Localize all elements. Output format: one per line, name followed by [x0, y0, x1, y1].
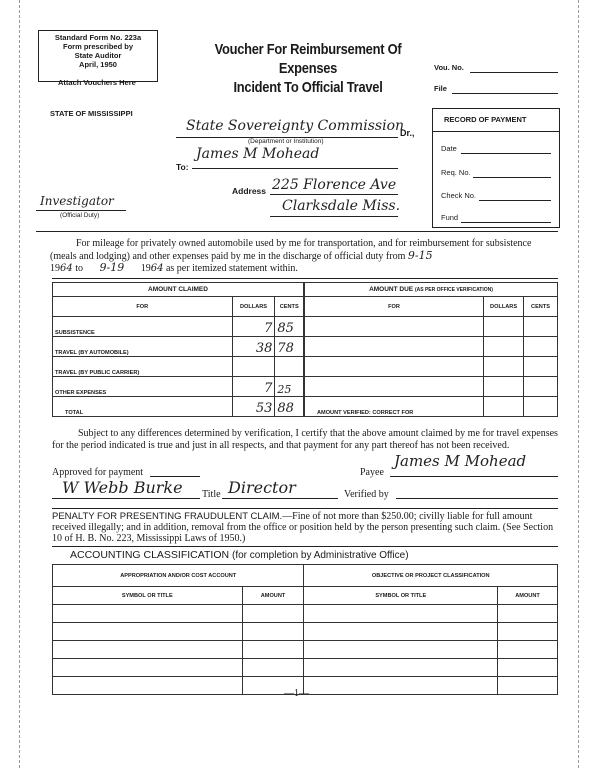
form-id-box — [38, 30, 158, 82]
official-duty-line[interactable] — [36, 210, 126, 211]
accounting-rule — [52, 546, 558, 547]
address-line2-rule[interactable] — [270, 216, 398, 217]
amount-claimed-table — [52, 282, 304, 417]
acct-cell[interactable] — [53, 623, 243, 641]
acct-cell[interactable] — [53, 605, 243, 623]
verified-by-label: Verified by — [344, 489, 389, 500]
to-line[interactable] — [192, 168, 398, 169]
acct-cell[interactable] — [498, 623, 558, 641]
left-margin-rule — [19, 0, 20, 768]
claimed-cents-cell[interactable] — [275, 357, 304, 377]
accounting-title: ACCOUNTING CLASSIFICATION — [70, 549, 230, 561]
acct-cell[interactable] — [498, 605, 558, 623]
claimed-dollars-value: 7 — [264, 321, 273, 336]
title-line[interactable] — [222, 498, 338, 499]
claimed-total-label: TOTAL — [53, 397, 233, 417]
claimed-total-dollars: 53 — [255, 401, 273, 416]
amount-due-table — [304, 282, 558, 417]
due-cents-cell[interactable] — [524, 337, 558, 357]
official-duty-value: Investigator — [40, 194, 114, 208]
amount-due-note: (AS PER OFFICE VERIFICATION) — [414, 287, 493, 293]
to-date-value: 9-19 — [99, 261, 125, 274]
appropriation-header: APPROPRIATION AND/OR COST ACCOUNT — [53, 565, 304, 587]
claimed-dollars-value: 7 — [264, 381, 273, 396]
claimed-row-label: TRAVEL (BY AUTOMOBILE) — [53, 337, 233, 357]
due-dollars-cell[interactable] — [484, 377, 524, 397]
acct-cell[interactable] — [304, 623, 498, 641]
claimed-cents-value: 25 — [277, 383, 292, 396]
right-margin-rule — [578, 0, 579, 768]
accounting-row — [53, 605, 558, 623]
due-for-cell[interactable] — [305, 337, 484, 357]
form-id-line4: April, 1950 — [79, 60, 117, 69]
form-id-line1: Standard Form No. 223a — [54, 33, 142, 42]
accounting-row — [53, 659, 558, 677]
claimed-cents-cell[interactable] — [275, 337, 304, 357]
to-value: James M Mohead — [196, 146, 320, 162]
state-label: STATE OF MISSISSIPPI — [50, 109, 133, 118]
due-cents-cell[interactable] — [524, 397, 558, 417]
claimed-row-other — [53, 377, 304, 397]
to-label: To: — [176, 162, 189, 172]
year2-value: 64 — [150, 263, 164, 274]
statement-paragraph — [50, 238, 560, 262]
amount-section-rule — [52, 278, 558, 279]
amount-verified-text: AMOUNT VERIFIED: CORRECT FOR — [305, 397, 484, 417]
acct-cell[interactable] — [498, 659, 558, 677]
payee-line[interactable] — [390, 476, 558, 477]
penalty-heading: PENALTY FOR PRESENTING FRAUDULENT CLAIM. — [52, 511, 283, 522]
claimed-dollars-value: 38 — [255, 341, 273, 356]
year-prefix2: 19 — [140, 263, 151, 274]
left-amount-header: AMOUNT — [242, 587, 304, 605]
right-amount-header: AMOUNT — [498, 587, 558, 605]
page-number: —1— — [284, 688, 309, 699]
approved-label: Approved for payment — [52, 467, 144, 478]
check-no-label: Check No. — [441, 191, 477, 200]
from-date-value: 9-15 — [407, 248, 433, 262]
penalty-body: —Fine of not more than $250.00; civilly liable for full amount received illegally; and in addition, removal from the office or position held by the person presenting such claim. (See Section 10 of H. B. No. 223, Mississippi Laws of 1950.) — [52, 511, 554, 544]
claimed-row-label: OTHER EXPENSES — [53, 377, 233, 397]
year1-value: 64 — [60, 263, 73, 274]
certification-text: Subject to any differences determined by verification, I certify that the above amount claimed by me for travel expenses for the period indicated is true and just in all respects, and that payment for any part thereof has not been received. — [52, 428, 558, 451]
department-value: State Sovereignty Commission — [186, 118, 405, 134]
claimed-col-cents: CENTS — [275, 297, 304, 317]
acct-cell[interactable] — [304, 641, 498, 659]
acct-cell[interactable] — [304, 659, 498, 677]
amount-due-header — [305, 283, 558, 297]
claimed-col-dollars: DOLLARS — [232, 297, 275, 317]
official-duty-caption: (Official Duty) — [60, 212, 100, 219]
accounting-row — [53, 641, 558, 659]
acct-cell[interactable] — [242, 623, 304, 641]
accounting-note: (for completion by Administrative Office) — [232, 550, 409, 561]
claimed-cents-value: 85 — [277, 321, 294, 336]
payee-label: Payee — [360, 467, 384, 478]
claimed-row-label: SUBSISTENCE — [53, 317, 233, 337]
approver-signature-line[interactable] — [52, 498, 200, 499]
address-line2: Clarksdale Miss. — [282, 198, 401, 214]
verified-by-line[interactable] — [396, 498, 558, 499]
fund-field[interactable] — [461, 222, 551, 223]
address-line1: 225 Florence Ave — [272, 177, 397, 193]
payment-date-field[interactable] — [461, 153, 551, 154]
claimed-dollars-cell[interactable] — [232, 397, 275, 417]
title-label: Title — [202, 489, 221, 500]
claimed-total-cents: 88 — [277, 401, 294, 416]
penalty-rule — [52, 508, 558, 509]
approver-signature: W Webb Burke — [62, 478, 183, 497]
payment-date-label: Date — [441, 144, 457, 153]
form-title — [188, 40, 429, 97]
due-cents-cell[interactable] — [524, 377, 558, 397]
payee-signature: James M Mohead — [394, 452, 527, 470]
claimed-row-label: TRAVEL (BY PUBLIC CARRIER) — [53, 357, 233, 377]
record-of-payment-title: RECORD OF PAYMENT — [444, 115, 527, 124]
attach-vouchers-text: Attach Vouchers Here — [58, 78, 136, 87]
file-label: File — [434, 84, 447, 93]
acct-cell[interactable] — [242, 605, 304, 623]
due-col-dollars: DOLLARS — [484, 297, 524, 317]
claimed-dollars-cell[interactable] — [232, 317, 275, 337]
claimed-row-subsistence — [53, 317, 304, 337]
statement-suffix: as per itemized statement within. — [165, 263, 298, 274]
statement-line3 — [50, 262, 298, 275]
record-divider — [433, 131, 559, 132]
accounting-row — [53, 623, 558, 641]
record-of-payment-box — [432, 108, 560, 228]
approver-title-value: Director — [228, 478, 296, 497]
due-cents-cell[interactable] — [524, 357, 558, 377]
claimed-cents-cell[interactable] — [275, 317, 304, 337]
acct-cell[interactable] — [242, 659, 304, 677]
due-for-cell[interactable] — [305, 317, 484, 337]
objective-header: OBJECTIVE OR PROJECT CLASSIFICATION — [304, 565, 558, 587]
acct-cell[interactable] — [304, 605, 498, 623]
acct-cell[interactable] — [53, 641, 243, 659]
address-line1-rule[interactable] — [270, 194, 398, 195]
accounting-heading — [70, 549, 409, 561]
statement-text: For mileage for privately owned automobile used by me for transportation, and for reimbursement for subsistence (meals and lodging) and other expenses paid by me in the discharge of official duty from — [50, 238, 532, 262]
fund-label: Fund — [441, 213, 459, 222]
due-dollars-cell[interactable] — [484, 317, 524, 337]
due-dollars-cell[interactable] — [484, 397, 524, 417]
claimed-dollars-cell[interactable] — [232, 357, 275, 377]
section-rule-top — [36, 231, 558, 232]
claimed-cents-value: 78 — [277, 341, 294, 356]
department-suffix: Dr., — [400, 128, 415, 138]
claimed-row-travel-public — [53, 357, 304, 377]
department-caption: (Department or Institution) — [248, 138, 324, 145]
form-id-line2: Form prescribed by — [62, 42, 134, 51]
claimed-col-for: FOR — [53, 297, 233, 317]
due-cents-cell[interactable] — [524, 317, 558, 337]
due-dollars-cell[interactable] — [484, 337, 524, 357]
accounting-table — [52, 564, 558, 695]
due-for-cell[interactable] — [305, 377, 484, 397]
claimed-row-travel-auto — [53, 337, 304, 357]
claimed-cents-cell[interactable] — [275, 397, 304, 417]
form-id-line3: State Auditor — [74, 51, 122, 60]
file-field[interactable] — [452, 93, 558, 94]
acct-cell[interactable] — [242, 641, 304, 659]
title-line2: Incident To Official Travel — [233, 79, 383, 96]
year-prefix1: 19 — [50, 263, 60, 274]
check-no-field[interactable] — [479, 200, 551, 201]
address-label: Address — [232, 186, 267, 196]
acct-cell[interactable] — [498, 641, 558, 659]
left-symbol-header: SYMBOL OR TITLE — [53, 587, 243, 605]
due-for-cell[interactable] — [305, 357, 484, 377]
title-line1: Voucher For Reimbursement Of Expenses — [214, 41, 402, 77]
req-no-label: Req. No. — [441, 168, 471, 177]
amount-claimed-header: AMOUNT CLAIMED — [53, 283, 304, 297]
to-word: to — [75, 263, 84, 274]
due-col-for: FOR — [305, 297, 484, 317]
penalty-text — [52, 511, 558, 544]
right-symbol-header: SYMBOL OR TITLE — [304, 587, 498, 605]
vou-no-label: Vou. No. — [434, 63, 464, 72]
acct-cell[interactable] — [53, 659, 243, 677]
due-col-cents: CENTS — [524, 297, 558, 317]
req-no-field[interactable] — [473, 177, 551, 178]
vou-no-field[interactable] — [470, 72, 558, 73]
claimed-row-total — [53, 397, 304, 417]
approved-line[interactable] — [150, 476, 200, 477]
due-dollars-cell[interactable] — [484, 357, 524, 377]
claimed-cents-cell[interactable] — [275, 377, 304, 397]
claimed-dollars-cell[interactable] — [232, 377, 275, 397]
amount-due-title: AMOUNT DUE — [369, 286, 414, 293]
claimed-dollars-cell[interactable] — [232, 337, 275, 357]
